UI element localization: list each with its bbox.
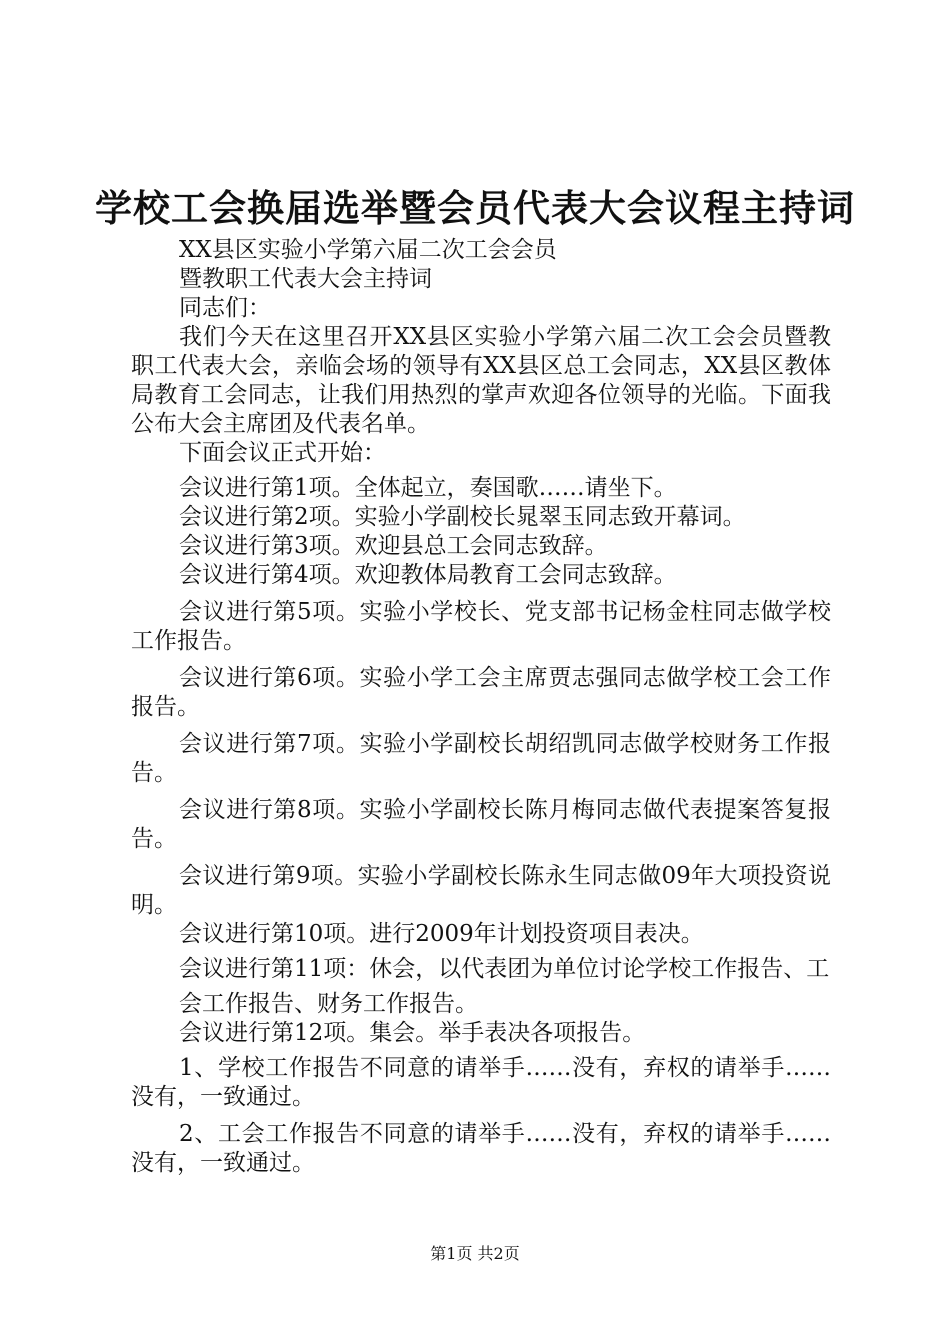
agenda-item-5: 会议进行第5项。实验小学校长、党支部书记杨金柱同志做学校工作报告。 <box>131 599 831 654</box>
paragraph-salutation: 同志们： <box>179 295 271 321</box>
paragraph-opening: 我们今天在这里召开XX县区实验小学第六届二次工会会员暨教职工代表大会，亲临会场的领导有XX县区总工会同志，XX县区教体局教育工会同志，让我们用热烈的掌声欢迎各位领导的光临。下面我公布大会主席团及代表名单。 <box>131 324 831 437</box>
agenda-item-4: 会议进行第4项。欢迎教体局教育工会同志致辞。 <box>179 562 677 588</box>
agenda-item-6: 会议进行第6项。实验小学工会主席贾志强同志做学校工会工作报告。 <box>131 665 831 720</box>
agenda-item-7: 会议进行第7项。实验小学副校长胡绍凯同志做学校财务工作报告。 <box>131 731 831 786</box>
agenda-item-9: 会议进行第9项。实验小学副校长陈永生同志做09年大项投资说明。 <box>131 863 831 918</box>
agenda-item-11-continued: 会工作报告、财务工作报告。 <box>179 991 478 1017</box>
document-body <box>131 236 831 1178</box>
vote-item-1: 1、学校工作报告不同意的请举手……没有，弃权的请举手……没有，一致通过。 <box>131 1055 831 1110</box>
agenda-item-12: 会议进行第12项。集会。举手表决各项报告。 <box>179 1020 646 1046</box>
agenda-item-11: 会议进行第11项：休会，以代表团为单位讨论学校工作报告、工 <box>179 956 830 982</box>
agenda-item-2: 会议进行第2项。实验小学副校长晁翠玉同志致开幕词。 <box>179 504 746 530</box>
paragraph-heading-line-2: 暨教职工代表大会主持词 <box>179 266 432 292</box>
agenda-item-10: 会议进行第10项。进行2009年计划投资项目表决。 <box>179 921 704 947</box>
agenda-item-1: 会议进行第1项。全体起立，奏国歌……请坐下。 <box>179 475 677 501</box>
paragraph-heading-line-1: XX县区实验小学第六届二次工会会员 <box>179 237 557 263</box>
vote-item-2: 2、工会工作报告不同意的请举手……没有，弃权的请举手……没有，一致通过。 <box>131 1121 831 1176</box>
paragraph-meeting-start: 下面会议正式开始： <box>179 440 386 466</box>
page-number-footer: 第1页 共2页 <box>430 1244 520 1263</box>
document-title: 学校工会换届选举暨会员代表大会议程主持词 <box>95 186 855 230</box>
agenda-item-8: 会议进行第8项。实验小学副校长陈月梅同志做代表提案答复报告。 <box>131 797 831 852</box>
agenda-item-3: 会议进行第3项。欢迎县总工会同志致辞。 <box>179 533 608 559</box>
